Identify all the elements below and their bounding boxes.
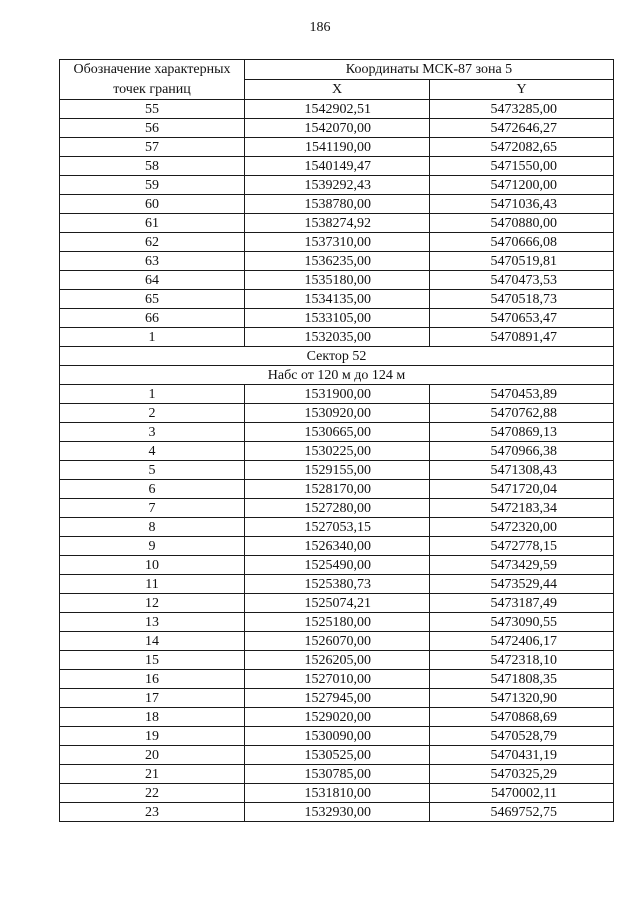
- x-coordinate-cell: 1529020,00: [245, 708, 430, 727]
- point-id-cell: 22: [60, 784, 245, 803]
- x-coordinate-cell: 1525490,00: [245, 556, 430, 575]
- table-row: [60, 461, 614, 480]
- x-coordinate-cell: 1538274,92: [245, 214, 430, 233]
- table-body-block1: [60, 100, 614, 347]
- x-coordinate-cell: 1529155,00: [245, 461, 430, 480]
- point-id-cell: 23: [60, 803, 245, 822]
- header-col-x: X: [245, 80, 430, 100]
- x-coordinate-cell: 1530090,00: [245, 727, 430, 746]
- table-row: [60, 765, 614, 784]
- y-coordinate-cell: 5470966,38: [430, 442, 614, 461]
- page-number: 186: [309, 20, 331, 35]
- table-row: [60, 119, 614, 138]
- y-coordinate-cell: 5471320,90: [430, 689, 614, 708]
- y-coordinate-cell: 5471200,00: [430, 176, 614, 195]
- x-coordinate-cell: 1530665,00: [245, 423, 430, 442]
- table-row: [60, 138, 614, 157]
- x-coordinate-cell: 1531900,00: [245, 385, 430, 404]
- y-coordinate-cell: 5472082,65: [430, 138, 614, 157]
- point-id-cell: 15: [60, 651, 245, 670]
- coordinates-table: [59, 59, 614, 822]
- point-id-cell: 17: [60, 689, 245, 708]
- y-coordinate-cell: 5472183,34: [430, 499, 614, 518]
- point-id-cell: 2: [60, 404, 245, 423]
- x-coordinate-cell: 1525180,00: [245, 613, 430, 632]
- y-coordinate-cell: 5471550,00: [430, 157, 614, 176]
- y-coordinate-cell: 5470528,79: [430, 727, 614, 746]
- y-coordinate-cell: 5471036,43: [430, 195, 614, 214]
- y-coordinate-cell: 5470868,69: [430, 708, 614, 727]
- table-row: [60, 214, 614, 233]
- table-row: [60, 157, 614, 176]
- point-id-cell: 16: [60, 670, 245, 689]
- y-coordinate-cell: 5472646,27: [430, 119, 614, 138]
- point-id-cell: 21: [60, 765, 245, 784]
- point-id-cell: 4: [60, 442, 245, 461]
- table-row: [60, 290, 614, 309]
- y-coordinate-cell: 5470653,47: [430, 309, 614, 328]
- point-id-cell: 7: [60, 499, 245, 518]
- table-row: [60, 233, 614, 252]
- x-coordinate-cell: 1538780,00: [245, 195, 430, 214]
- table-row: [60, 632, 614, 651]
- x-coordinate-cell: 1526205,00: [245, 651, 430, 670]
- point-id-cell: 65: [60, 290, 245, 309]
- point-id-cell: 57: [60, 138, 245, 157]
- table-row: [60, 252, 614, 271]
- x-coordinate-cell: 1527945,00: [245, 689, 430, 708]
- point-id-cell: 14: [60, 632, 245, 651]
- x-coordinate-cell: 1541190,00: [245, 138, 430, 157]
- y-coordinate-cell: 5470002,11: [430, 784, 614, 803]
- y-coordinate-cell: 5470880,00: [430, 214, 614, 233]
- y-coordinate-cell: 5471308,43: [430, 461, 614, 480]
- point-id-cell: 1: [60, 328, 245, 347]
- x-coordinate-cell: 1531810,00: [245, 784, 430, 803]
- table-row: [60, 271, 614, 290]
- y-coordinate-cell: 5473187,49: [430, 594, 614, 613]
- point-id-cell: 64: [60, 271, 245, 290]
- x-coordinate-cell: 1527053,15: [245, 518, 430, 537]
- x-coordinate-cell: 1530225,00: [245, 442, 430, 461]
- x-coordinate-cell: 1534135,00: [245, 290, 430, 309]
- y-coordinate-cell: 5470473,53: [430, 271, 614, 290]
- point-id-cell: 11: [60, 575, 245, 594]
- y-coordinate-cell: 5470869,13: [430, 423, 614, 442]
- x-coordinate-cell: 1525074,21: [245, 594, 430, 613]
- table-row: [60, 328, 614, 347]
- y-coordinate-cell: 5469752,75: [430, 803, 614, 822]
- table-row: [60, 803, 614, 822]
- x-coordinate-cell: 1532035,00: [245, 328, 430, 347]
- section-row: [60, 347, 614, 366]
- table-row: [60, 195, 614, 214]
- x-coordinate-cell: 1527010,00: [245, 670, 430, 689]
- table-row: [60, 100, 614, 119]
- y-coordinate-cell: 5470666,08: [430, 233, 614, 252]
- section-rows: [60, 347, 614, 385]
- table-row: [60, 309, 614, 328]
- table-row: [60, 556, 614, 575]
- x-coordinate-cell: 1528170,00: [245, 480, 430, 499]
- point-id-cell: 62: [60, 233, 245, 252]
- table-row: [60, 442, 614, 461]
- table-row: [60, 537, 614, 556]
- x-coordinate-cell: 1530920,00: [245, 404, 430, 423]
- table-row: [60, 404, 614, 423]
- point-id-cell: 3: [60, 423, 245, 442]
- subsection-title: Набс от 120 м до 124 м: [60, 366, 614, 385]
- header-coords-title: Координаты МСК-87 зона 5: [245, 60, 614, 80]
- y-coordinate-cell: 5470453,89: [430, 385, 614, 404]
- point-id-cell: 8: [60, 518, 245, 537]
- x-coordinate-cell: 1535180,00: [245, 271, 430, 290]
- point-id-cell: 10: [60, 556, 245, 575]
- header-designation-line2: точек границ: [60, 80, 245, 100]
- subsection-row: [60, 366, 614, 385]
- point-id-cell: 59: [60, 176, 245, 195]
- point-id-cell: 12: [60, 594, 245, 613]
- x-coordinate-cell: 1526070,00: [245, 632, 430, 651]
- point-id-cell: 56: [60, 119, 245, 138]
- table-row: [60, 385, 614, 404]
- y-coordinate-cell: 5471720,04: [430, 480, 614, 499]
- y-coordinate-cell: 5472320,00: [430, 518, 614, 537]
- table-row: [60, 727, 614, 746]
- table-row: [60, 594, 614, 613]
- y-coordinate-cell: 5473285,00: [430, 100, 614, 119]
- table-row: [60, 518, 614, 537]
- table-body-block2: [60, 385, 614, 822]
- point-id-cell: 60: [60, 195, 245, 214]
- y-coordinate-cell: 5470519,81: [430, 252, 614, 271]
- table-row: [60, 784, 614, 803]
- x-coordinate-cell: 1526340,00: [245, 537, 430, 556]
- section-title: Сектор 52: [60, 347, 614, 366]
- point-id-cell: 19: [60, 727, 245, 746]
- y-coordinate-cell: 5473090,55: [430, 613, 614, 632]
- y-coordinate-cell: 5472778,15: [430, 537, 614, 556]
- x-coordinate-cell: 1527280,00: [245, 499, 430, 518]
- x-coordinate-cell: 1525380,73: [245, 575, 430, 594]
- y-coordinate-cell: 5473429,59: [430, 556, 614, 575]
- point-id-cell: 5: [60, 461, 245, 480]
- table-row: [60, 651, 614, 670]
- table-row: [60, 746, 614, 765]
- header-col-y: Y: [430, 80, 614, 100]
- table-row: [60, 613, 614, 632]
- x-coordinate-cell: 1537310,00: [245, 233, 430, 252]
- point-id-cell: 55: [60, 100, 245, 119]
- y-coordinate-cell: 5472406,17: [430, 632, 614, 651]
- y-coordinate-cell: 5470518,73: [430, 290, 614, 309]
- table-row: [60, 423, 614, 442]
- y-coordinate-cell: 5470762,88: [430, 404, 614, 423]
- header-designation-line1: Обозначение характерных: [60, 60, 245, 80]
- point-id-cell: 66: [60, 309, 245, 328]
- point-id-cell: 9: [60, 537, 245, 556]
- point-id-cell: 63: [60, 252, 245, 271]
- y-coordinate-cell: 5471808,35: [430, 670, 614, 689]
- table-row: [60, 708, 614, 727]
- x-coordinate-cell: 1539292,43: [245, 176, 430, 195]
- x-coordinate-cell: 1542902,51: [245, 100, 430, 119]
- point-id-cell: 58: [60, 157, 245, 176]
- table-header: [60, 60, 614, 100]
- table-row: [60, 670, 614, 689]
- y-coordinate-cell: 5470325,29: [430, 765, 614, 784]
- x-coordinate-cell: 1530785,00: [245, 765, 430, 784]
- x-coordinate-cell: 1532930,00: [245, 803, 430, 822]
- table-row: [60, 499, 614, 518]
- table-row: [60, 176, 614, 195]
- x-coordinate-cell: 1542070,00: [245, 119, 430, 138]
- y-coordinate-cell: 5472318,10: [430, 651, 614, 670]
- x-coordinate-cell: 1540149,47: [245, 157, 430, 176]
- x-coordinate-cell: 1533105,00: [245, 309, 430, 328]
- point-id-cell: 20: [60, 746, 245, 765]
- x-coordinate-cell: 1530525,00: [245, 746, 430, 765]
- x-coordinate-cell: 1536235,00: [245, 252, 430, 271]
- point-id-cell: 18: [60, 708, 245, 727]
- point-id-cell: 6: [60, 480, 245, 499]
- y-coordinate-cell: 5470891,47: [430, 328, 614, 347]
- y-coordinate-cell: 5470431,19: [430, 746, 614, 765]
- table-row: [60, 689, 614, 708]
- y-coordinate-cell: 5473529,44: [430, 575, 614, 594]
- point-id-cell: 1: [60, 385, 245, 404]
- point-id-cell: 13: [60, 613, 245, 632]
- table-row: [60, 575, 614, 594]
- table-row: [60, 480, 614, 499]
- point-id-cell: 61: [60, 214, 245, 233]
